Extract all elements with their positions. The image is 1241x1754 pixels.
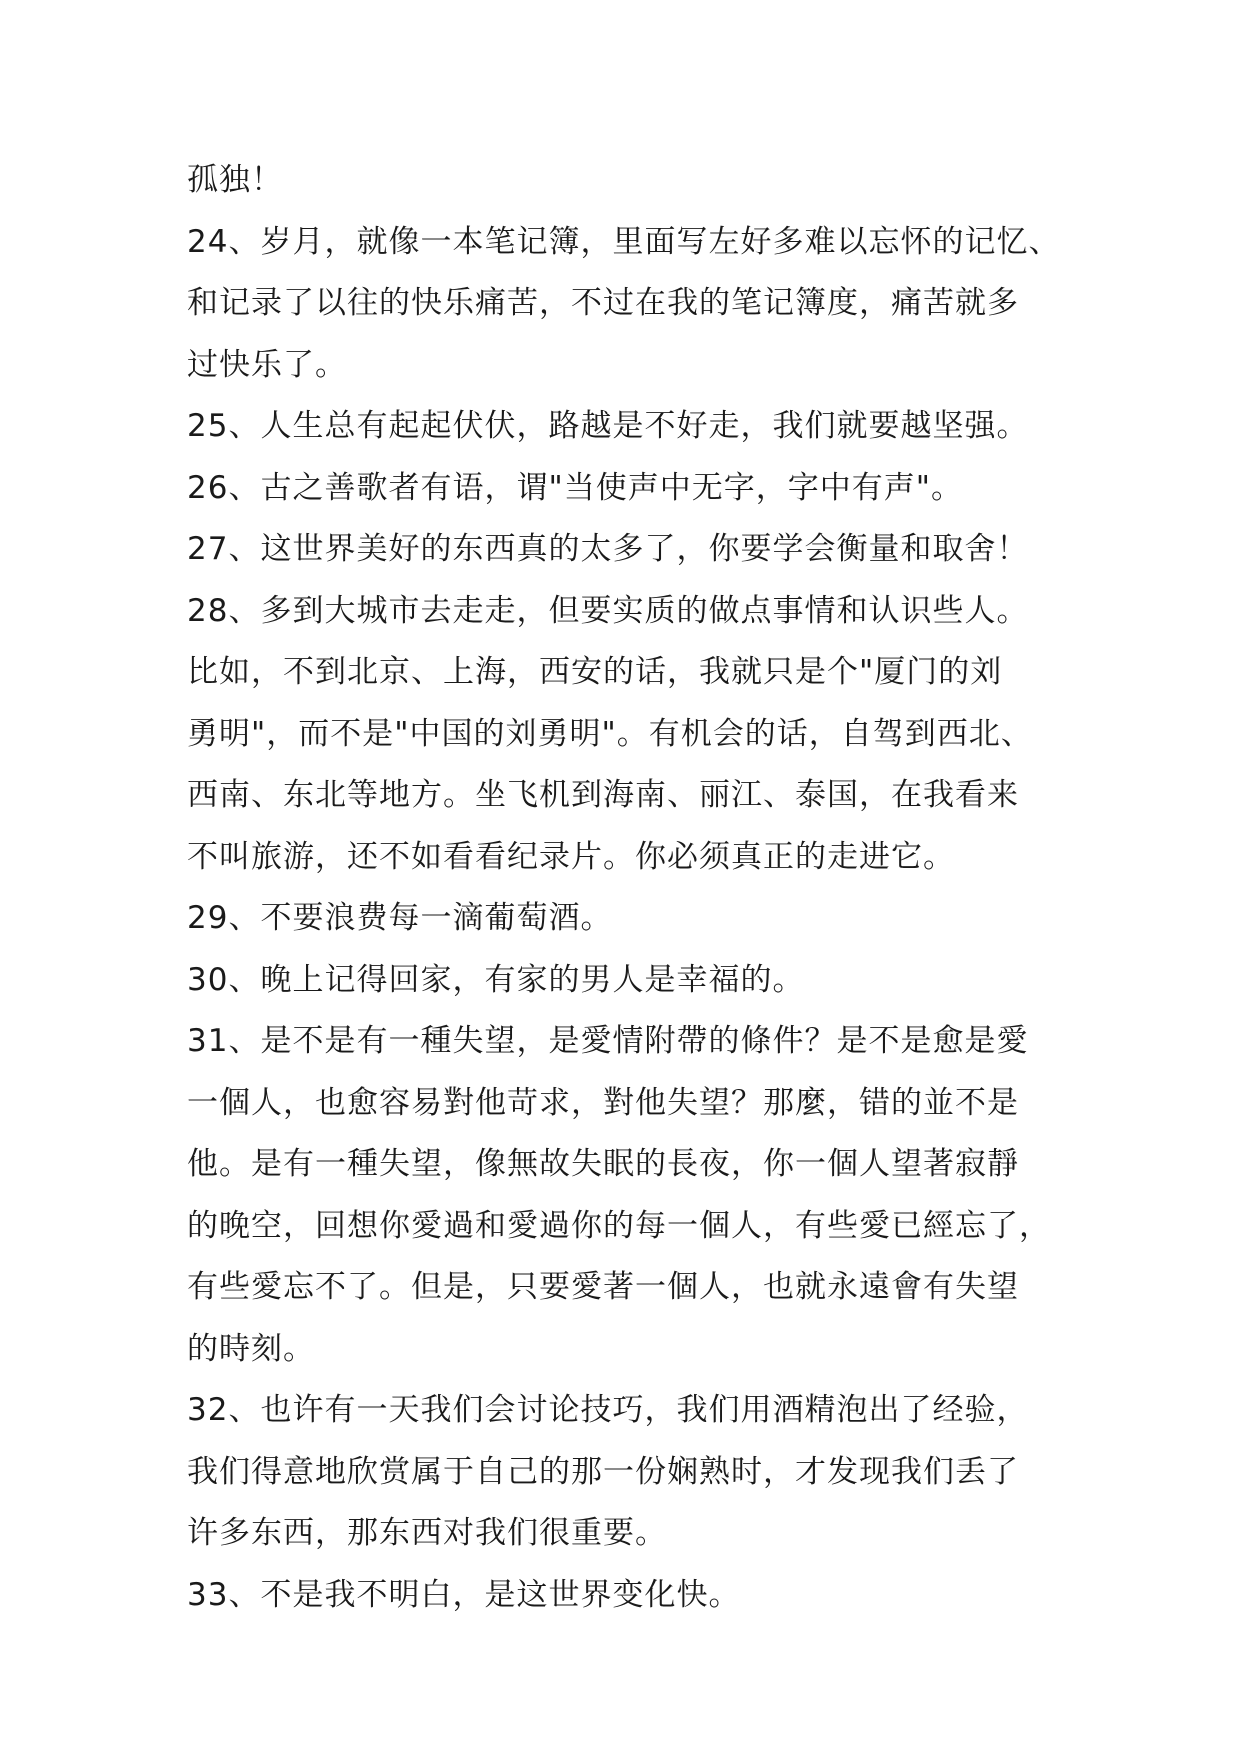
text-line: 和记录了以往的快乐痛苦，不过在我的笔记簿度，痛苦就多 xyxy=(187,285,1019,321)
text-line: 的時刻。 xyxy=(187,1330,315,1367)
text-line: 31、是不是有一種失望，是愛情附帶的條件？是不是愈是愛 xyxy=(187,1023,1029,1059)
text-line: 许多东西，那东西对我们很重要。 xyxy=(187,1515,667,1551)
text-line: 比如，不到北京、上海，西安的话，我就只是个"厦门的刘 xyxy=(187,654,1003,690)
text-line: 他。是有一種失望，像無故失眠的長夜，你一個人望著寂靜 xyxy=(187,1146,1019,1182)
text-line: 27、这世界美好的东西真的太多了，你要学会衡量和取舍！ xyxy=(187,531,1029,567)
text-line: 西南、东北等地方。坐飞机到海南、丽江、泰国，在我看来 xyxy=(187,777,1019,813)
text-line: 勇明"，而不是"中国的刘勇明"。有机会的话，自驾到西北、 xyxy=(187,715,1033,752)
text-line: 25、人生总有起起伏伏，路越是不好走，我们就要越坚强。 xyxy=(187,408,1029,444)
text-line: 24、岁月，就像一本笔记簿，里面写左好多难以忘怀的记忆、 xyxy=(187,223,1061,260)
text-line: 孤独！ xyxy=(187,162,283,198)
text-line: 28、多到大城市去走走，但要实质的做点事情和认识些人。 xyxy=(187,592,1029,629)
text-line: 33、不是我不明白，是这世界变化快。 xyxy=(187,1576,741,1613)
text-line: 32、也许有一天我们会讨论技巧，我们用酒精泡出了经验， xyxy=(187,1392,1029,1428)
text-line: 26、古之善歌者有语，谓"当使声中无字，字中有声"。 xyxy=(187,469,963,506)
document-body xyxy=(187,150,1067,1626)
text-line: 不叫旅游，还不如看看纪录片。你必须真正的走进它。 xyxy=(187,838,955,875)
text-line: 我们得意地欣赏属于自己的那一份娴熟时，才发现我们丢了 xyxy=(187,1453,1019,1490)
text-line: 的晚空，回想你愛過和愛過你的每一個人，有些愛已經忘了， xyxy=(187,1207,1051,1244)
text-line: 有些愛忘不了。但是，只要愛著一個人，也就永遠會有失望 xyxy=(187,1269,1019,1305)
text-line: 29、不要浪费每一滴葡萄酒。 xyxy=(187,900,613,936)
text-line: 一個人，也愈容易對他苛求，對他失望？那麼，错的並不是 xyxy=(187,1084,1019,1121)
text-line: 30、晚上记得回家，有家的男人是幸福的。 xyxy=(187,961,805,998)
text-line: 过快乐了。 xyxy=(187,346,347,383)
